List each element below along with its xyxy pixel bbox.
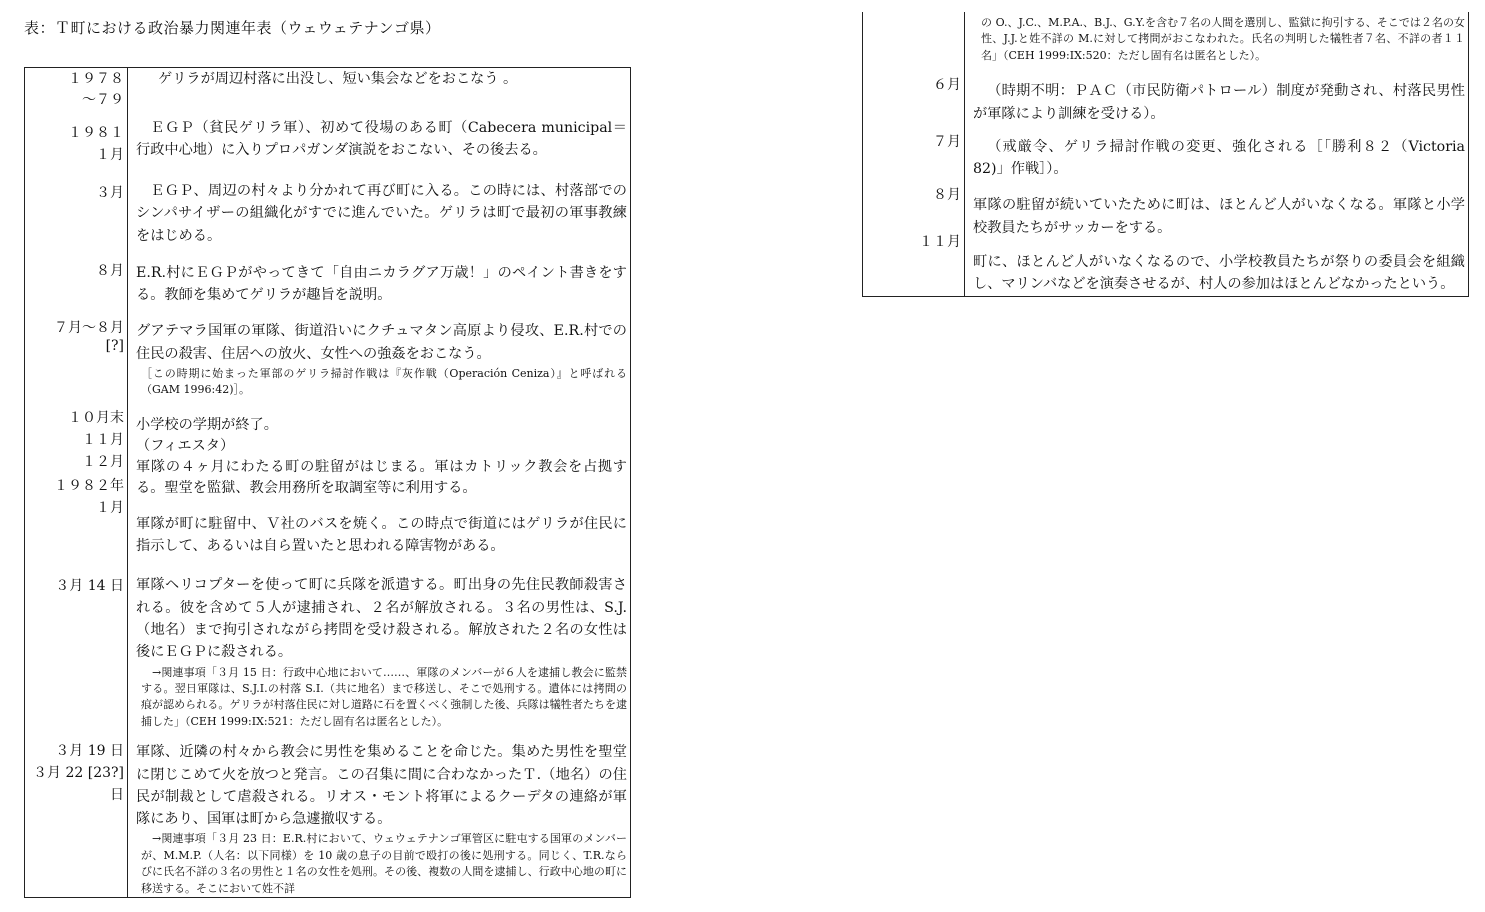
date-cell <box>863 234 965 296</box>
entry-text: 軍隊の駐留が続いていたために町は、ほとんど人がいなくなる。軍隊と小学校教員たちがサッカーをする。 <box>973 197 1465 236</box>
date-label: １１月 <box>919 234 961 250</box>
date-label: １９８２年 <box>54 477 124 494</box>
entry-cell <box>128 399 631 499</box>
page-title: 表：Ｔ町における政治暴力関連年表（ウェウェテナンゴ県） <box>24 19 441 37</box>
date-label: ７月～８月 <box>54 320 124 337</box>
entry-text: E.R.村にＥＧＰがやってきて「自由ニカラグア万歳！」のペイント書きをする。教師を集めてゲリラが趣旨を説明。 <box>136 264 627 304</box>
table-row <box>863 12 1469 64</box>
table-row <box>25 247 631 307</box>
entry-cell <box>128 499 631 558</box>
date-cell <box>25 68 128 111</box>
date-cell <box>25 730 128 897</box>
entry-text: 小学校の学期が終了。 （フィエスタ） 軍隊の４ヶ月にわたる町の駐留がはじまる。軍はカトリック教会を占拠する。聖堂を監獄、教会用務所を取調室等に利用する。 <box>136 416 627 496</box>
entry-cell <box>128 557 631 730</box>
entry-cell <box>965 12 1469 64</box>
entry-cell <box>128 247 631 307</box>
date-label: １９７８ <box>68 71 124 87</box>
entry-text: ＥＧＰ（貧民ゲリラ軍）、初めて役場のある町（Cabecera municipal＝行政中心地）に入りプロパガンダ演説をおこない、その後去る。 <box>136 120 627 159</box>
date-cell <box>863 12 965 64</box>
entry-note: の O.、J.C.、M.P.A.、B.J.、G.Y.を含む７名の人間を選別し、監獄に拘引する、そこでは２名の女性、J.J.と姓不詳の M.に対して拷問がおこなわれた。氏名の判明した犠牲者７名、不詳の者１１名」（CEH 1999:IX:520：ただし固有名は匿名とした）。 <box>981 16 1465 62</box>
date-label: １月 <box>96 499 124 516</box>
entry-text: 軍隊、近隣の村々から教会に男性を集めることを命じた。集めた男性を聖堂に閉じこめて火を放つと発言。この召集に間に合わなかったＴ.（地名）の住民が制裁として虐殺される。リオス・モント将軍によるクーデタの連絡が軍隊にあり、国軍は町から急遽撤収する。 <box>136 744 627 828</box>
table-row <box>863 64 1469 125</box>
date-label: ～７９ <box>82 92 124 108</box>
entry-text: ＥＧＰ、周辺の村々より分かれて再び町に入る。この時には、村落部でのシンパサイザーの組織化がすでに進んでいた。ゲリラは町で最初の軍事教練をはじめる。 <box>136 183 627 244</box>
date-label: [?] <box>105 338 124 355</box>
date-label: ７月 <box>933 133 961 150</box>
date-label: １１月 <box>82 431 124 448</box>
entry-text: グアテマラ国軍の軍隊、街道沿いにクチュマタン高原より侵攻、E.R.村での住民の殺害、住居への放火、女性への強姦をおこなう。 <box>136 323 627 362</box>
date-cell <box>25 477 128 558</box>
date-cell <box>863 125 965 181</box>
entry-note: →関連事項「３月 15 日：行政中心地において……、軍隊のメンバーが６人を逮捕し教会に監禁する。翌日軍隊は、S.J.I.の村落 S.I.（共に地名）まで移送し、そこで処刑する。遺体には拷問の痕が認められる。ゲリラが村落住民に対し道路に石を置くべく強制した後、兵隊は犠牲者たちを逮捕した」（CEH 1999:IX:521：ただし固有名は匿名とした）。 <box>141 665 627 728</box>
date-label: ３月 <box>96 185 124 201</box>
entry-cell <box>128 730 631 897</box>
entry-cell <box>128 306 631 398</box>
entry-text: 軍隊が町に駐留中、Ｖ社のバスを焼く。この時点で街道にはゲリラが住民に指示して、あるいは自ら置いたと思われる障害物がある。 <box>136 515 627 555</box>
entry-cell <box>128 110 631 166</box>
entry-text: 軍隊ヘリコプターを使って町に兵隊を派遣する。町出身の先住民教師殺害される。彼を含めて５人が逮捕され、２名が解放される。３名の男性は、S.J.（地名）まで拘引されながら拷問を受け殺される。解放された２名の女性は後にＥＧＰに殺される。 <box>136 577 627 661</box>
date-label: １９８１ <box>68 125 124 141</box>
date-cell <box>25 557 128 730</box>
date-label: ３月 22 [23?] <box>33 765 124 782</box>
date-label: １０月末 <box>68 409 124 426</box>
entry-text: （戒厳令、ゲリラ掃討作戦の変更、強化される［「勝利８２（Victoria 82)」作戦］）。 <box>973 138 1465 178</box>
table-row <box>25 557 631 730</box>
table-row <box>25 166 631 247</box>
chronology-table-left <box>24 67 631 898</box>
table-row <box>25 306 631 398</box>
date-label: ３月 19 日 <box>55 743 124 760</box>
table-row <box>25 110 631 166</box>
entry-text: （時期不明：ＰＡＣ（市民防衛パトロール）制度が発動され、村落民男性が軍隊により訓練を受ける）。 <box>973 83 1465 122</box>
date-label: 日 <box>110 787 124 804</box>
entry-cell <box>965 180 1469 239</box>
date-label: ３月 14 日 <box>55 578 124 595</box>
date-cell <box>25 110 128 166</box>
chronology-table-right <box>862 12 1469 297</box>
date-cell <box>25 247 128 307</box>
entry-text: ゲリラが周辺村落に出没し、短い集会などをおこなう 。 <box>158 71 518 87</box>
table-row <box>25 499 631 558</box>
entry-note: ［この時期に始まった軍部のゲリラ掃討作戦は『灰作戦（Operación Ceniza）』と呼ばれる（GAM 1996:42)］。 <box>141 367 627 397</box>
table-row <box>863 239 1469 296</box>
entry-cell <box>965 239 1469 296</box>
entry-cell <box>128 166 631 247</box>
table-row <box>863 125 1469 181</box>
entry-text: 町に、ほとんど人がいなくなるので、小学校教員たちが祭りの委員会を組織し、マリンバなどを演奏させるが、村人の参加はほとんどなかったという。 <box>973 254 1465 293</box>
entry-note: →関連事項「３月 23 日：E.R.村において、ウェウェテナンゴ軍管区に駐屯する国軍のメンバーが、M.M.P.（人名：以下同様）を 10 歳の息子の目前で殴打の後に処刑する。同じく、T.R.ならびに氏名不詳の３名の男性と１名の女性を処刑。その後、複数の人間を逮捕し、行政中心地の町に移送する。そこにおいて姓不詳 <box>141 832 627 895</box>
entry-cell <box>128 68 631 111</box>
table-row <box>25 68 631 111</box>
date-label: １月 <box>96 147 124 163</box>
date-cell <box>25 306 128 398</box>
date-label: ８月 <box>96 262 124 279</box>
table-row <box>25 730 631 897</box>
date-label: ６月 <box>933 77 961 94</box>
date-label: １２月 <box>82 453 124 470</box>
date-label: ８月 <box>933 187 961 204</box>
entry-cell <box>965 64 1469 125</box>
date-cell <box>25 166 128 247</box>
date-cell <box>863 64 965 125</box>
entry-cell <box>965 125 1469 181</box>
